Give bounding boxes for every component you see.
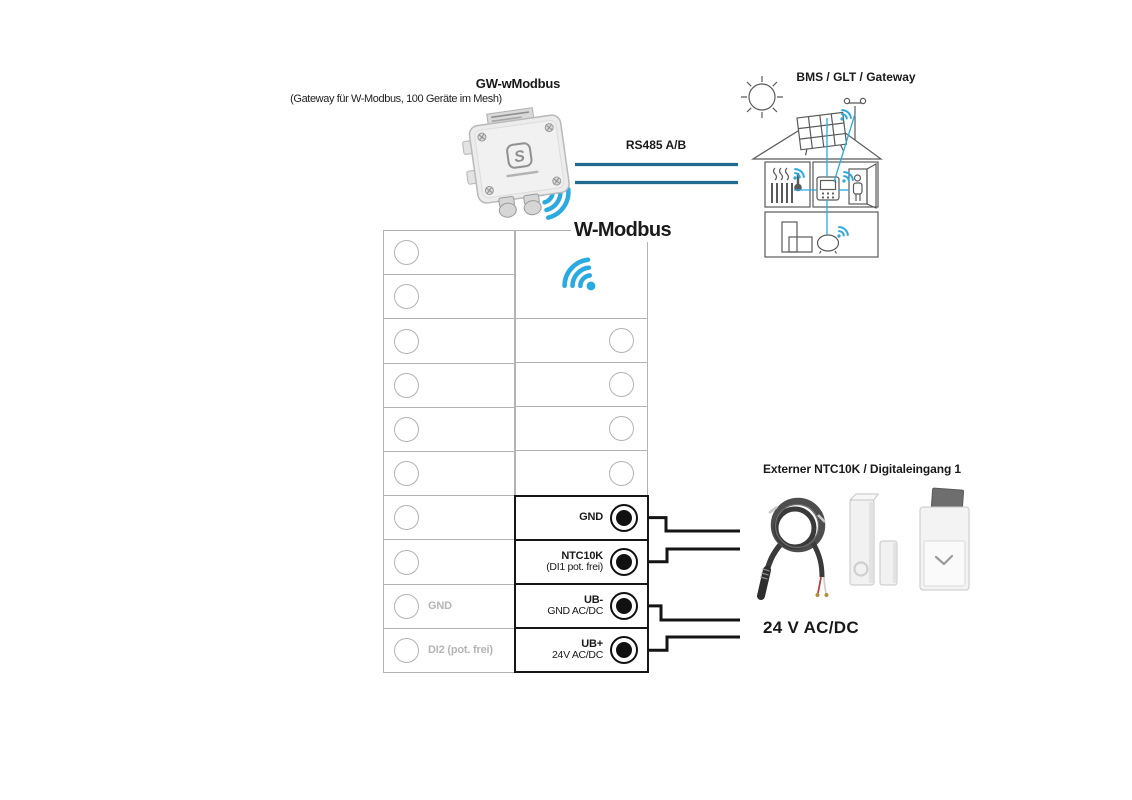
terminal-cell-gnd <box>514 495 649 541</box>
door-contact-icon <box>850 494 897 585</box>
terminal-row <box>516 363 647 407</box>
gateway-title: GW-wModbus <box>475 76 561 91</box>
terminal-row <box>384 319 514 363</box>
terminal-circle <box>394 594 419 619</box>
terminal-label: UB+ <box>581 638 603 651</box>
terminal-cell-ntc10k <box>514 539 649 585</box>
rs485-label: RS485 A/B <box>625 138 687 152</box>
terminal-circle <box>394 417 419 442</box>
terminal-row <box>384 452 514 496</box>
terminal-circle <box>394 373 419 398</box>
terminal-cell-ub-minus <box>514 583 649 629</box>
terminal-circle <box>394 638 419 663</box>
wmodbus-label: W-Modbus <box>571 219 674 242</box>
terminal-circle <box>609 461 634 486</box>
terminal-sublabel: 24V AC/DC <box>552 649 603 662</box>
sensor-products-illustration <box>750 483 990 603</box>
building-illustration <box>733 56 945 271</box>
terminal-circle <box>609 416 634 441</box>
terminal-circle <box>394 505 419 530</box>
terminal-circle <box>394 550 419 575</box>
terminal-row <box>384 408 514 452</box>
ss-logo-letter: S <box>513 147 526 167</box>
terminal-row <box>384 540 514 584</box>
terminal-label: UB- <box>584 593 603 606</box>
terminal-row <box>384 275 514 319</box>
wmodbus-radio-cell <box>516 231 647 319</box>
terminal-row <box>384 496 514 540</box>
terminal-sublabel: GND AC/DC <box>547 605 603 618</box>
terminal-row <box>384 231 514 275</box>
terminal-contact <box>610 636 638 664</box>
terminal-circle <box>609 372 634 397</box>
terminal-row <box>516 319 647 363</box>
terminal-sublabel: (DI1 pot. frei) <box>546 561 603 574</box>
gateway-subtitle: (Gateway für W-Modbus, 100 Geräte im Mesh) <box>290 93 502 105</box>
terminal-row-di2: DI2 (pot. frei) <box>384 629 514 672</box>
terminal-contact <box>610 548 638 576</box>
key-card-switch-icon <box>920 488 969 590</box>
terminal-row-gnd: GND <box>384 585 514 629</box>
terminal-contact <box>610 504 638 532</box>
bms-label: BMS / GLT / Gateway <box>796 70 916 84</box>
terminal-cell-ub-plus <box>514 627 649 674</box>
rs485-bus-lines <box>575 165 738 183</box>
ntc-cable-probe-icon <box>761 501 829 597</box>
external-sensors-label: Externer NTC10K / Digitaleingang 1 <box>763 462 961 476</box>
wmodbus-wifi-icon <box>545 248 605 298</box>
terminal-circle <box>394 329 419 354</box>
terminal-row <box>516 407 647 451</box>
terminal-circle <box>609 328 634 353</box>
terminal-circle <box>394 461 419 486</box>
terminal-label: GND <box>579 511 603 524</box>
terminal-block-left-column <box>383 230 515 673</box>
gateway-device-illustration <box>458 104 583 229</box>
terminal-row <box>516 451 647 495</box>
terminal-label: NTC10K <box>561 549 603 562</box>
terminal-contact <box>610 592 638 620</box>
power-supply-label: 24 V AC/DC <box>763 618 859 637</box>
terminal-circle <box>394 240 419 265</box>
terminal-circle <box>394 284 419 309</box>
terminal-row <box>384 364 514 408</box>
sun-icon <box>741 76 783 118</box>
